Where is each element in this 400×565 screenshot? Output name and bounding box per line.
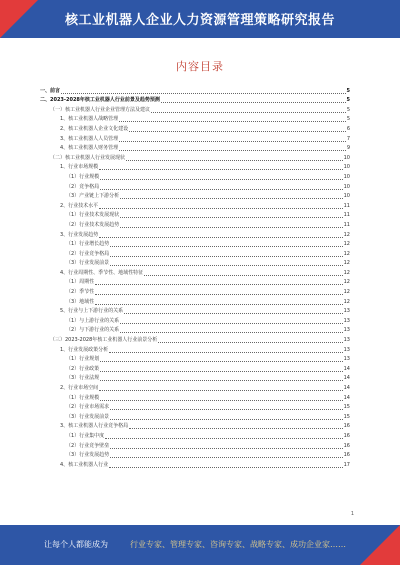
- toc-entry-page: 13: [343, 308, 350, 315]
- toc-entry[interactable]: [40, 374, 350, 384]
- toc-entry-text: （3）行业发展前景: [66, 260, 110, 267]
- toc-leader-dots: [95, 294, 342, 295]
- toc-leader-dots: [158, 342, 342, 343]
- toc-entry-text: （3）行业发展趋势: [66, 452, 110, 459]
- toc-entry-text: 2、行业技术水平: [60, 202, 99, 209]
- toc-entry-text: （1）行业增长趋势: [66, 241, 110, 248]
- toc-entry-page: 13: [343, 356, 350, 363]
- toc-list: [40, 86, 350, 470]
- toc-entry[interactable]: [40, 115, 350, 125]
- toc-entry[interactable]: [40, 105, 350, 115]
- toc-entry-text: 3、核工业机器人人员管理: [60, 135, 119, 142]
- toc-entry-page: 5: [346, 97, 350, 104]
- toc-leader-dots: [124, 313, 342, 314]
- toc-entry[interactable]: [40, 230, 350, 240]
- toc-entry-text: 1、行业发展政策分析: [60, 346, 109, 353]
- toc-leader-dots: [100, 179, 342, 180]
- toc-entry-page: 10: [343, 183, 350, 190]
- toc-entry[interactable]: [40, 355, 350, 365]
- toc-entry-page: 13: [343, 317, 350, 324]
- toc-leader-dots: [110, 265, 342, 266]
- toc-entry[interactable]: [40, 249, 350, 259]
- toc-entry[interactable]: [40, 144, 350, 154]
- page-number: 1: [350, 511, 354, 517]
- toc-entry[interactable]: [40, 182, 350, 192]
- toc-entry[interactable]: [40, 326, 350, 336]
- toc-leader-dots: [120, 198, 342, 199]
- report-title: 核工业机器人企业人力资源管理策略研究报告: [64, 13, 335, 28]
- toc-entry-page: 11: [343, 202, 350, 209]
- toc-entry-text: 3、行业发展趋势: [60, 231, 99, 238]
- footer-corner-decoration: [360, 525, 400, 565]
- toc-entry-page: 5: [346, 116, 350, 123]
- toc-entry-page: 13: [343, 327, 350, 334]
- toc-leader-dots: [161, 102, 346, 103]
- toc-entry-page: 12: [343, 241, 350, 248]
- toc-leader-dots: [109, 352, 342, 353]
- toc-entry-page: 10: [343, 164, 350, 171]
- toc-entry-page: 14: [343, 394, 350, 401]
- toc-leader-dots: [95, 304, 342, 305]
- header-bar: [0, 0, 400, 38]
- toc-entry-page: 12: [343, 250, 350, 257]
- toc-entry[interactable]: [40, 422, 350, 432]
- toc-entry-page: 9: [346, 145, 350, 152]
- toc-entry[interactable]: [40, 297, 350, 307]
- toc-leader-dots: [126, 160, 343, 161]
- toc-entry-page: 10: [343, 173, 350, 180]
- toc-entry-text: （1）行业集中度: [66, 432, 105, 439]
- toc-entry[interactable]: [40, 316, 350, 326]
- toc-entry[interactable]: [40, 307, 350, 317]
- toc-leader-dots: [110, 457, 342, 458]
- toc-entry-page: 12: [343, 289, 350, 296]
- toc-entry[interactable]: [40, 86, 350, 96]
- toc-entry[interactable]: [40, 335, 350, 345]
- toc-leader-dots: [144, 275, 342, 276]
- toc-entry-page: 17: [343, 461, 350, 468]
- toc-entry-page: 16: [343, 442, 350, 449]
- toc-entry[interactable]: [40, 153, 350, 163]
- toc-entry-text: （1）行业规模: [66, 394, 100, 401]
- toc-entry[interactable]: [40, 211, 350, 221]
- toc-entry-text: （1）周期性: [66, 279, 95, 286]
- toc-entry[interactable]: [40, 220, 350, 230]
- toc-leader-dots: [100, 400, 342, 401]
- toc-leader-dots: [61, 93, 346, 94]
- toc-entry-page: 12: [343, 260, 350, 267]
- toc-leader-dots: [151, 112, 346, 113]
- toc-entry[interactable]: [40, 364, 350, 374]
- toc-leader-dots: [119, 121, 346, 122]
- toc-entry[interactable]: [40, 192, 350, 202]
- toc-leader-dots: [99, 208, 342, 209]
- toc-entry-text: （2）行业技术发展趋势: [66, 221, 120, 228]
- toc-entry-text: 一、前言: [40, 87, 61, 94]
- toc-entry-text: （2）与下游行业的关系: [66, 327, 120, 334]
- toc-entry-page: 14: [343, 375, 350, 382]
- toc-entry[interactable]: [40, 172, 350, 182]
- toc-entry-page: 16: [343, 452, 350, 459]
- toc-entry[interactable]: [40, 345, 350, 355]
- toc-leader-dots: [109, 467, 342, 468]
- toc-entry-text: （1）行业技术发展现状: [66, 212, 120, 219]
- toc-entry-text: （一）核工业机器人行业企业管理方法及建议: [50, 106, 151, 113]
- toc-entry-text: （3）产业链上下游分析: [66, 193, 120, 200]
- toc-leader-dots: [119, 150, 346, 151]
- toc-leader-dots: [100, 189, 342, 190]
- toc-leader-dots: [99, 390, 342, 391]
- toc-entry-text: （3）行业法规: [66, 375, 100, 382]
- toc-entry-page: 12: [343, 269, 350, 276]
- toc-leader-dots: [129, 131, 346, 132]
- toc-entry-text: 二、2023-2028年核工业机器人行业前景及趋势预测: [40, 97, 160, 104]
- toc-entry[interactable]: [40, 201, 350, 211]
- toc-entry-text: （1）行业规模: [66, 173, 100, 180]
- toc-leader-dots: [119, 141, 346, 142]
- toc-title: 内容目录: [176, 60, 224, 73]
- toc-entry-text: （1）与上游行业的关系: [66, 317, 120, 324]
- toc-entry-page: 13: [343, 346, 350, 353]
- toc-entry[interactable]: [40, 134, 350, 144]
- toc-entry-page: 7: [346, 135, 350, 142]
- toc-entry-page: 16: [343, 432, 350, 439]
- toc-entry[interactable]: [40, 431, 350, 441]
- toc-entry-page: 5: [346, 87, 350, 94]
- footer-bar: [0, 525, 400, 565]
- toc-entry-page: 14: [343, 365, 350, 372]
- toc-entry-text: 1、行业市场规模: [60, 164, 99, 171]
- toc-leader-dots: [120, 227, 342, 228]
- toc-entry-page: 12: [343, 231, 350, 238]
- toc-entry[interactable]: [40, 96, 350, 106]
- toc-entry-text: （1）行业规划: [66, 356, 100, 363]
- toc-entry[interactable]: [40, 441, 350, 451]
- toc-leader-dots: [120, 323, 342, 324]
- toc-entry-page: 13: [343, 337, 350, 344]
- toc-entry[interactable]: [40, 412, 350, 422]
- toc-entry-text: （2）竞争格局: [66, 183, 100, 190]
- toc-entry-page: 5: [346, 106, 350, 113]
- toc-leader-dots: [110, 409, 342, 410]
- toc-entry-text: 4、行业周期性、季节性、地域性特征: [60, 269, 144, 276]
- toc-entry[interactable]: [40, 403, 350, 413]
- toc-leader-dots: [100, 380, 342, 381]
- toc-entry-page: 10: [343, 154, 350, 161]
- toc-entry-page: 12: [343, 279, 350, 286]
- footer-slogan: 让每个人都能成为: [44, 540, 108, 549]
- toc-entry-page: 6: [346, 125, 350, 132]
- toc-entry-page: 16: [343, 423, 350, 430]
- toc-leader-dots: [110, 246, 342, 247]
- toc-entry-text: （3）地域性: [66, 298, 95, 305]
- toc-leader-dots: [100, 361, 342, 362]
- toc-leader-dots: [100, 371, 342, 372]
- toc-entry-text: （2）行业竞争壁垒: [66, 442, 110, 449]
- toc-entry[interactable]: [40, 240, 350, 250]
- toc-entry[interactable]: [40, 383, 350, 393]
- toc-entry-text: （三）2023-2028年核工业机器人行业前景分析: [50, 337, 158, 344]
- footer-tagline: 行业专家、管理专家、咨询专家、战略专家、成功企业家……: [130, 540, 346, 549]
- toc-leader-dots: [120, 217, 342, 218]
- toc-entry-page: 10: [343, 193, 350, 200]
- toc-entry-text: 3、核工业机器人行业竞争格局: [60, 423, 129, 430]
- toc-entry-text: 5、行业与上下游行业的关系: [60, 308, 124, 315]
- toc-entry-page: 14: [343, 385, 350, 391]
- toc-entry[interactable]: [40, 268, 350, 278]
- toc-entry-page: 11: [343, 212, 350, 219]
- toc-entry-page: 12: [343, 298, 350, 305]
- toc-entry[interactable]: [40, 451, 350, 461]
- toc-leader-dots: [99, 169, 342, 170]
- toc-entry-text: 4、核工业机器人财务管理: [60, 145, 119, 152]
- toc-entry-text: （2）行业市场需求: [66, 404, 110, 411]
- toc-entry-text: （3）行业发展前景: [66, 413, 110, 420]
- toc-leader-dots: [99, 237, 342, 238]
- toc-entry-text: 4、核工业机器人行业: [60, 461, 109, 468]
- toc-entry-text: （2）行业政策: [66, 365, 100, 372]
- toc-entry-text: 1、核工业机器人战略管理: [60, 116, 119, 123]
- toc-leader-dots: [110, 448, 342, 449]
- toc-entry-text: 2、行业市场空间: [60, 385, 99, 391]
- toc-entry-page: 15: [343, 404, 350, 411]
- toc-entry-text: （二）核工业机器人行业发展现状: [50, 154, 126, 161]
- toc-leader-dots: [105, 438, 342, 439]
- toc-entry[interactable]: [40, 278, 350, 288]
- toc-leader-dots: [129, 428, 342, 429]
- toc-entry-text: （2）行业竞争格局: [66, 250, 110, 257]
- toc-entry[interactable]: [40, 163, 350, 173]
- toc-entry[interactable]: [40, 124, 350, 134]
- toc-entry[interactable]: [40, 259, 350, 269]
- toc-entry-page: 11: [343, 221, 350, 228]
- toc-leader-dots: [110, 419, 342, 420]
- toc-leader-dots: [110, 256, 342, 257]
- toc-entry-text: （2）季节性: [66, 289, 95, 296]
- toc-entry[interactable]: [40, 393, 350, 403]
- toc-entry-page: 15: [343, 413, 350, 420]
- toc-leader-dots: [95, 284, 342, 285]
- toc-entry[interactable]: [40, 460, 350, 470]
- toc-entry[interactable]: [40, 287, 350, 297]
- toc-entry-text: 2、核工业机器人企业文化建设: [60, 125, 129, 132]
- toc-leader-dots: [120, 332, 342, 333]
